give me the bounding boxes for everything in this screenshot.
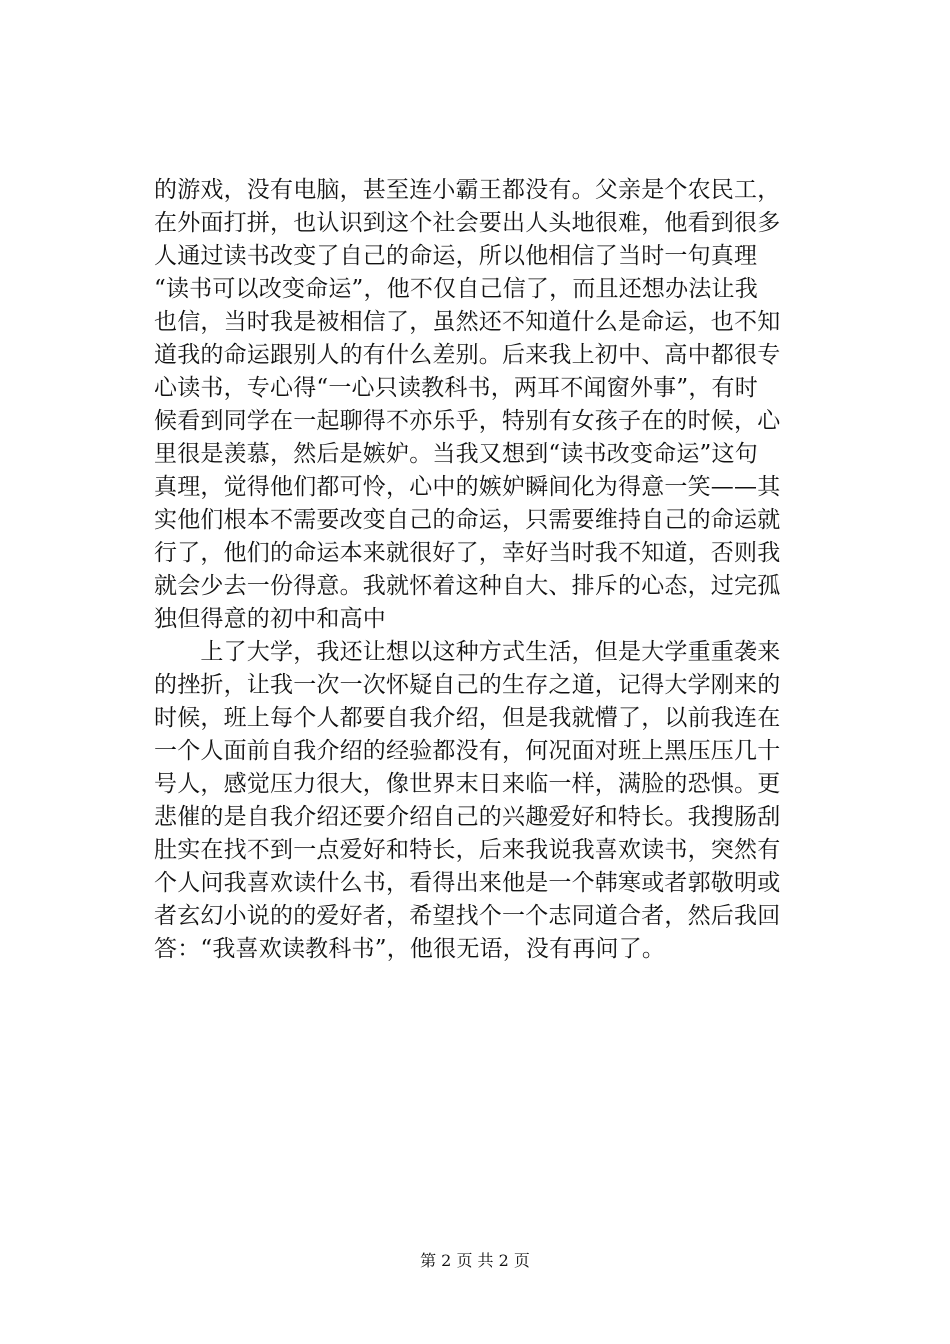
text-line: 号人，感觉压力很大，像世界末日来临一样，满脸的恐惧。更 (154, 771, 781, 797)
text-line: 里很是羡慕，然后是嫉妒。当我又想到“读书改变命运”这句 (154, 441, 758, 467)
text-line: 独但得意的初中和高中 (154, 606, 386, 632)
text-line: 人通过读书改变了自己的命运，所以他相信了当时一句真理 (154, 243, 758, 269)
text-line: 一个人面前自我介绍的经验都没有，何况面对班上黑压压几十 (154, 738, 781, 764)
text-line: 真理，觉得他们都可怜，心中的嫉妒瞬间化为得意一笑——其 (154, 474, 781, 500)
text-line: 答：“我喜欢读教科书”，他很无语，没有再问了。 (154, 936, 666, 962)
text-line: “读书可以改变命运”，他不仅自己信了，而且还想办法让我 (154, 276, 758, 302)
page-footer (0, 1248, 950, 1271)
text-line: 实他们根本不需要改变自己的命运，只需要维持自己的命运就 (154, 507, 781, 533)
body-text (154, 174, 844, 966)
text-line: 时候，班上每个人都要自我介绍，但是我就懵了，以前我连在 (154, 705, 781, 731)
text-line: 候看到同学在一起聊得不亦乐乎，特别有女孩子在的时候，心 (154, 408, 781, 434)
text-line: 在外面打拼，也认识到这个社会要出人头地很难，他看到很多 (154, 210, 781, 236)
text-line: 就会少去一份得意。我就怀着这种自大、排斥的心态，过完孤 (154, 573, 781, 599)
text-line: 上了大学，我还让想以这种方式生活，但是大学重重袭来 (154, 639, 781, 665)
text-line: 道我的命运跟别人的有什么差别。后来我上初中、高中都很专 (154, 342, 781, 368)
text-line: 的挫折，让我一次一次怀疑自己的生存之道，记得大学刚来的 (154, 672, 781, 698)
text-line: 心读书，专心得“一心只读教科书，两耳不闻窗外事”，有时 (154, 375, 758, 401)
text-line: 个人问我喜欢读什么书，看得出来他是一个韩寒或者郭敬明或 (154, 870, 781, 896)
page-number-label: 第 2 页 共 2 页 (420, 1251, 530, 1270)
text-line: 者玄幻小说的的爱好者，希望找个一个志同道合者，然后我回 (154, 903, 781, 929)
text-line: 的游戏，没有电脑，甚至连小霸王都没有。父亲是个农民工， (154, 177, 781, 203)
text-line: 行了，他们的命运本来就很好了，幸好当时我不知道，否则我 (154, 540, 781, 566)
text-line: 肚实在找不到一点爱好和特长，后来我说我喜欢读书，突然有 (154, 837, 781, 863)
text-line: 也信，当时我是被相信了，虽然还不知道什么是命运，也不知 (154, 309, 781, 335)
text-line: 悲催的是自我介绍还要介绍自己的兴趣爱好和特长。我搜肠刮 (154, 804, 781, 830)
